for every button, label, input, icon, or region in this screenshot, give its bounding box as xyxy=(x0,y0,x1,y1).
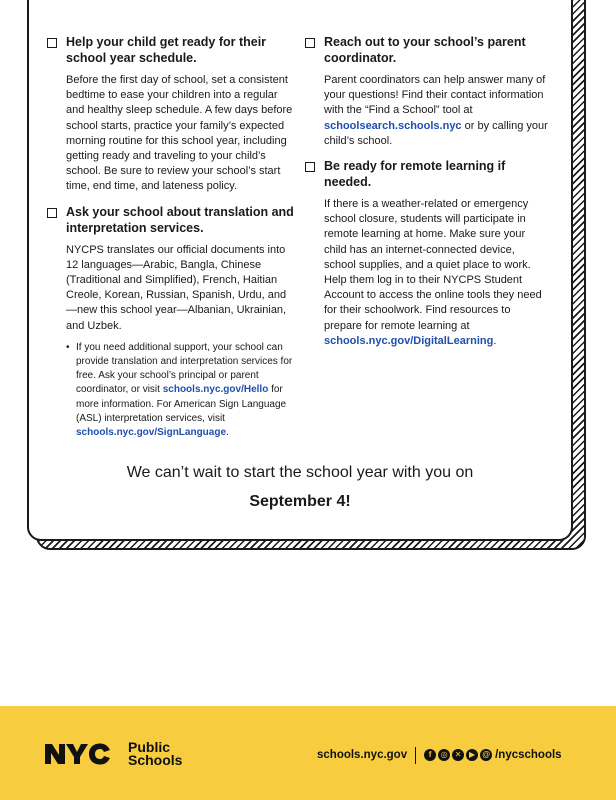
bullet-text-part: for more information. For American Sign Language (ASL) interpretation services, visit xyxy=(76,384,287,424)
footer-links xyxy=(317,746,562,764)
closing-date: September 4! xyxy=(249,493,351,510)
footer xyxy=(0,706,616,800)
closing-line: We can’t wait to start the school year with you on xyxy=(126,464,474,481)
right-column xyxy=(305,34,549,358)
divider xyxy=(415,747,416,764)
facebook-icon[interactable]: f xyxy=(424,749,436,761)
x-icon[interactable]: ✕ xyxy=(452,749,464,761)
closing-message xyxy=(27,458,573,516)
tip-body xyxy=(324,197,549,349)
hello-link[interactable]: schools.nyc.gov/Hello xyxy=(162,384,269,396)
sign-language-link[interactable]: schools.nyc.gov/SignLanguage xyxy=(76,427,227,439)
tip-heading xyxy=(305,34,549,66)
tip-body-part: If there is a weather-related or emergency school closure, students will participate in remote learning at home. Make sure your child has an internet-connected device, school supplies, and a quiet place to work. Help them log in to their NYCPS Student Account to access the online tools they need for their schoolwork. Find resources to prepare for remote learning at xyxy=(324,198,542,332)
logo-text-line: Schools xyxy=(128,752,183,768)
tip-body-part: or by calling your child’s school. xyxy=(324,119,548,147)
bullet-item xyxy=(66,341,295,440)
tip-heading xyxy=(305,158,549,190)
youtube-icon[interactable]: ▶ xyxy=(466,749,478,761)
website-link[interactable]: schools.nyc.gov xyxy=(317,749,408,761)
tip-item xyxy=(305,158,549,349)
checkbox-icon xyxy=(305,162,315,172)
tip-body-part: Parent coordinators can help answer many of your questions! Find their contact information with the “Find a School” tool at xyxy=(324,74,546,117)
bullet-text-part: . xyxy=(226,427,229,439)
tip-body: NYCPS translates our official documents into 12 languages—Arabic, Bangla, Chinese (Traditional and Simplified), French, Haitian Creole, Korean, Russian, Spanish, Urdu, and—new this school year—Albanian, Ukrainian, and Uzbek. xyxy=(66,243,287,332)
tip-body-part: . xyxy=(493,334,497,347)
bullet-text-part: If you need additional support, your school can provide translation and interpretation services for free. Ask your school’s principal or parent coordinator, or visit xyxy=(76,341,293,396)
nyc-logo-icon xyxy=(44,742,122,766)
logo-text xyxy=(128,741,182,767)
tip-title: Reach out to your school’s parent coordinator. xyxy=(324,35,526,65)
tip-title: Ask your school about translation and interpretation services. xyxy=(66,204,294,235)
tip-body xyxy=(324,73,549,149)
bullet-icon: • xyxy=(66,341,70,353)
tip-title: Help your child get ready for their school year schedule. xyxy=(66,35,267,65)
social-icons xyxy=(424,749,492,761)
tip-body: Before the first day of school, set a consistent bedtime to ease your children into a regular and healthy sleep schedule. A few days before school starts, practice your family’s expected morning routine for this school year, including getting ready and traveling to your child’s school. Be sure to review your school’s start time, end time, and lateness policy. xyxy=(66,74,293,193)
tip-title: Be ready for remote learning if needed. xyxy=(324,159,506,190)
instagram-icon[interactable]: ◎ xyxy=(438,749,450,761)
tip-item xyxy=(305,34,549,149)
checkbox-icon xyxy=(47,208,57,218)
tip-heading xyxy=(47,204,295,236)
tip-item xyxy=(47,34,295,195)
checkbox-icon xyxy=(47,38,57,48)
tip-item xyxy=(47,204,295,441)
logo-text-line: Public xyxy=(128,739,171,755)
digital-learning-link[interactable]: schools.nyc.gov/DigitalLearning xyxy=(324,334,494,347)
tip-heading xyxy=(47,34,295,66)
school-search-link[interactable]: schoolsearch.schools.nyc xyxy=(324,119,462,132)
checkbox-icon xyxy=(305,38,315,48)
nyc-public-schools-logo xyxy=(44,738,182,770)
bullet-text xyxy=(76,341,295,440)
left-column xyxy=(47,34,295,449)
social-handle[interactable]: /nycschools xyxy=(495,749,562,761)
threads-icon[interactable]: @ xyxy=(480,749,492,761)
